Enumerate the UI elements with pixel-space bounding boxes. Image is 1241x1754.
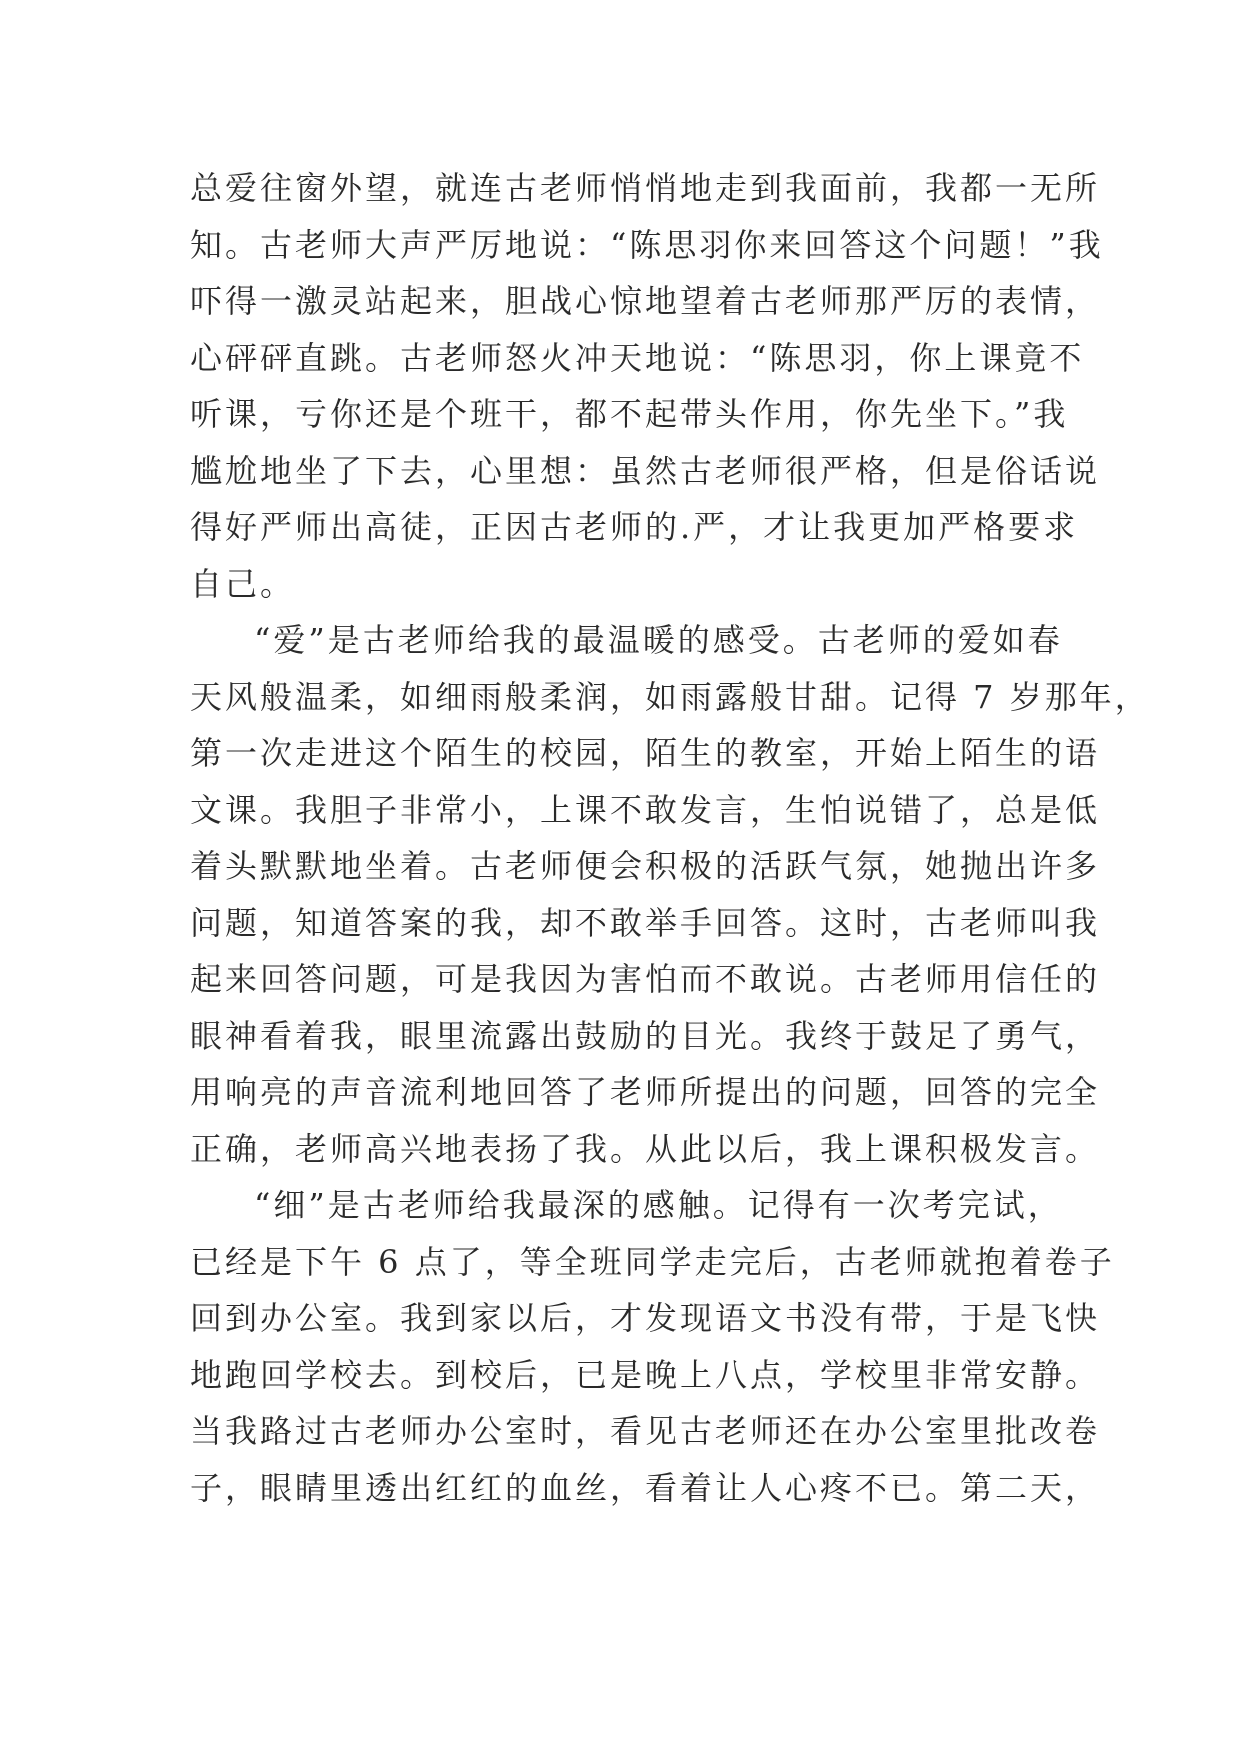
text-line: 总爱往窗外望，就连古老师悄悄地走到我面前，我都一无所 bbox=[190, 169, 1101, 207]
text-line: 听课，亏你还是个班干，都不起带头作用，你先坐下。”我 bbox=[190, 395, 1069, 433]
text-line: 已经是下午 6 点了，等全班同学走完后，古老师就抱着卷子 bbox=[190, 1242, 1115, 1281]
text-line: 起来回答问题，可是我因为害怕而不敢说。古老师用信任的 bbox=[190, 960, 1101, 998]
text-line: 天风般温柔，如细雨般柔润，如雨露般甘甜。记得 7 岁那年， bbox=[190, 677, 1150, 716]
text-line: 文课。我胆子非常小，上课不敢发言，生怕说错了，总是低 bbox=[190, 790, 1101, 829]
text-line: 心砰砰直跳。古老师怒火冲天地说：“陈思羽，你上课竟不 bbox=[190, 338, 1085, 377]
text-line: 子，眼睛里透出红红的血丝，看着让人心疼不已。第二天， bbox=[190, 1468, 1101, 1507]
text-line: 得好严师出高徒，正因古老师的.严，才让我更加严格要求 bbox=[190, 508, 1079, 546]
paragraph-start-line: “细”是古老师给我最深的感触。记得有一次考完试， bbox=[254, 1186, 1063, 1224]
text-line: 正确，老师高兴地表扬了我。从此以后，我上课积极发言。 bbox=[190, 1129, 1101, 1168]
paragraph-start-line: “爱”是古老师给我的最温暖的感受。古老师的爱如春 bbox=[254, 621, 1063, 659]
text-line: 知。古老师大声严厉地说：“陈思羽你来回答这个问题！”我 bbox=[190, 225, 1104, 264]
text-line: 问题，知道答案的我，却不敢举手回答。这时，古老师叫我 bbox=[190, 903, 1101, 942]
text-line: 用响亮的声音流利地回答了老师所提出的问题，回答的完全 bbox=[190, 1073, 1101, 1111]
body-text bbox=[190, 160, 1150, 1516]
text-line: 吓得一激灵站起来，胆战心惊地望着古老师那严厉的表情， bbox=[190, 282, 1101, 320]
text-line: 地跑回学校去。到校后，已是晚上八点，学校里非常安静。 bbox=[190, 1355, 1101, 1394]
text-line: 眼神看着我，眼里流露出鼓励的目光。我终于鼓足了勇气， bbox=[190, 1016, 1101, 1055]
text-line: 回到办公室。我到家以后，才发现语文书没有带，于是飞快 bbox=[190, 1299, 1101, 1337]
text-line: 当我路过古老师办公室时，看见古老师还在办公室里批改卷 bbox=[190, 1412, 1101, 1450]
text-line: 自己。 bbox=[190, 564, 296, 603]
text-line: 着头默默地坐着。古老师便会积极的活跃气氛，她抛出许多 bbox=[190, 847, 1101, 885]
text-line: 尴尬地坐了下去，心里想：虽然古老师很严格，但是俗话说 bbox=[190, 451, 1101, 490]
text-line: 第一次走进这个陌生的校园，陌生的教室，开始上陌生的语 bbox=[190, 734, 1101, 772]
